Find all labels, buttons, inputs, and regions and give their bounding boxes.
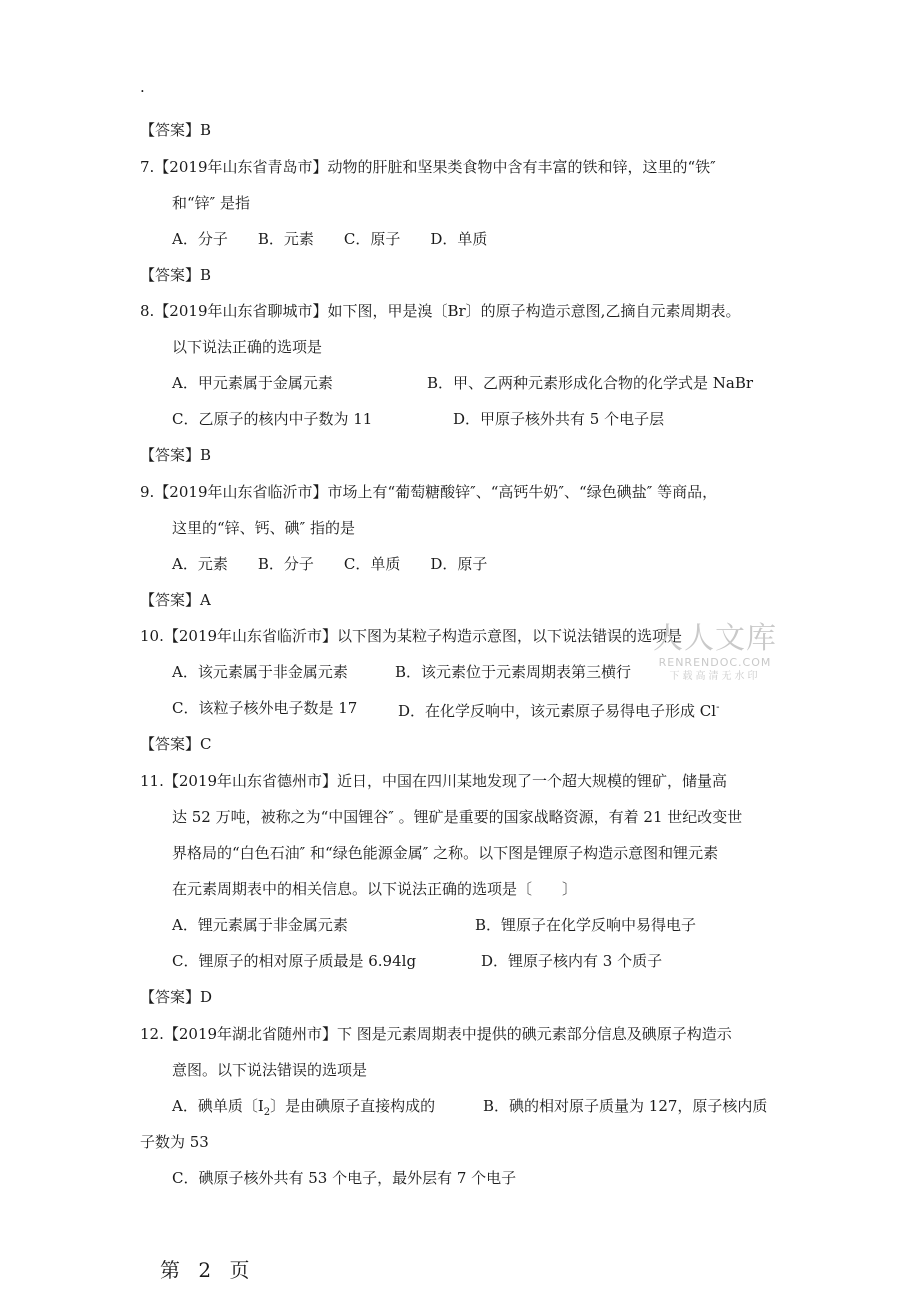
- question-12-option-c: C．碘原子核外共有 53 个电子，最外层有 7 个电子: [172, 1169, 517, 1187]
- question-8-option-a: A．甲元素属于金属元素: [172, 374, 333, 392]
- question-12-line-1: 12.【2019年湖北省随州市】下 图是元素周期表中提供的碘元素部分信息及碘原子构造示: [140, 1025, 732, 1043]
- question-8-option-d: D．甲原子核外共有 5 个电子层: [453, 410, 665, 428]
- answer-8: 【答案】B: [140, 446, 212, 464]
- question-12-option-a-pre: A．碘单质〔I: [172, 1097, 264, 1115]
- question-9-line-2: 这里的“锌、钙、碘″ 指的是: [172, 519, 356, 537]
- question-10-option-c: C．该粒子核外电子数是 17: [172, 699, 358, 717]
- answer-7: 【答案】B: [140, 266, 212, 284]
- chloride-charge: -: [716, 702, 720, 713]
- page-number: 第 2 页: [160, 1258, 256, 1282]
- question-11-option-a: A．锂元素属于非金属元素: [172, 916, 348, 934]
- watermark-subtitle: 下载高清无水印: [669, 671, 761, 682]
- question-7-line-2: 和“锌″ 是指: [172, 194, 251, 212]
- answer-9: 【答案】A: [140, 591, 211, 609]
- question-12-option-a: [172, 1096, 435, 1123]
- question-12-option-b-continued: 子数为 53: [140, 1133, 209, 1151]
- question-8-option-c: C．乙原子的核内中子数为 11: [172, 410, 373, 428]
- question-7-options: A．分子 B．元素 C．原子 D．单质: [172, 230, 488, 248]
- answer-11: 【答案】D: [140, 988, 213, 1006]
- question-10-option-d: [398, 698, 719, 721]
- question-12-option-a-post: 〕是由碘原子直接构成的: [270, 1097, 436, 1115]
- question-10-option-d-text: D．在化学反响中，该元素原子易得电子形成 Cl: [398, 702, 717, 720]
- question-11-option-d: D．锂原子核内有 3 个质子: [481, 952, 663, 970]
- question-11-option-b: B．锂原子在化学反响中易得电子: [475, 916, 697, 934]
- question-11-line-2: 达 52 万吨，被称之为“中国锂谷″ 。锂矿是重要的国家战略资源，有着 21 世纪改变世: [172, 808, 743, 826]
- iodine-subscript: 2: [263, 1107, 271, 1118]
- question-8-option-b: B．甲、乙两种元素形成化合物的化学式是 NaBr: [427, 374, 754, 392]
- question-10-line-1: 10.【2019年山东省临沂市】以下图为某粒子构造示意图，以下说法错误的选项是: [140, 627, 683, 645]
- question-9-options: A．元素 B．分子 C．单质 D．原子: [172, 555, 488, 573]
- question-12-option-b: B．碘的相对原子质量为 127，原子核内质: [483, 1097, 768, 1115]
- watermark: [650, 622, 780, 684]
- answer-6: 【答案】B: [140, 121, 212, 139]
- question-8-line-1: 8.【2019年山东省聊城市】如下图，甲是溴〔Br〕的原子构造示意图,乙摘自元素周期表。: [140, 302, 741, 320]
- watermark-url: RENRENDOC.COM: [658, 656, 772, 669]
- question-10-option-a: A．该元素属于非金属元素: [172, 663, 348, 681]
- question-11-line-1: 11.【2019年山东省德州市】近日，中国在四川某地发现了一个超大规模的锂矿，储量高: [140, 772, 728, 790]
- answer-10: 【答案】C: [140, 735, 212, 753]
- question-9-line-1: 9.【2019年山东省临沂市】市场上有“葡萄糖酸锌″、“高钙牛奶″、“绿色碘盐″ 等商品，: [140, 483, 718, 501]
- top-mark: .: [140, 78, 145, 96]
- question-7-line-1: 7.【2019年山东省青岛市】动物的肝脏和坚果类食物中含有丰富的铁和锌，这里的“铁″: [140, 158, 716, 176]
- question-11-option-c: C．锂原子的相对原子质最是 6.94lg: [172, 952, 417, 970]
- question-11-line-3: 界格局的“白色石油″ 和“绿色能源金属″ 之称。以下图是锂原子构造示意图和锂元素: [172, 844, 719, 862]
- watermark-logo: 人人文库: [653, 621, 777, 656]
- question-10-option-b: B．该元素位于元素周期表第三横行: [395, 663, 632, 681]
- question-11-line-4: 在元素周期表中的相关信息。以下说法正确的选项是〔 〕: [172, 880, 578, 898]
- question-12-line-2: 意图。以下说法错误的选项是: [172, 1061, 368, 1079]
- question-8-line-2: 以下说法正确的选项是: [172, 338, 323, 356]
